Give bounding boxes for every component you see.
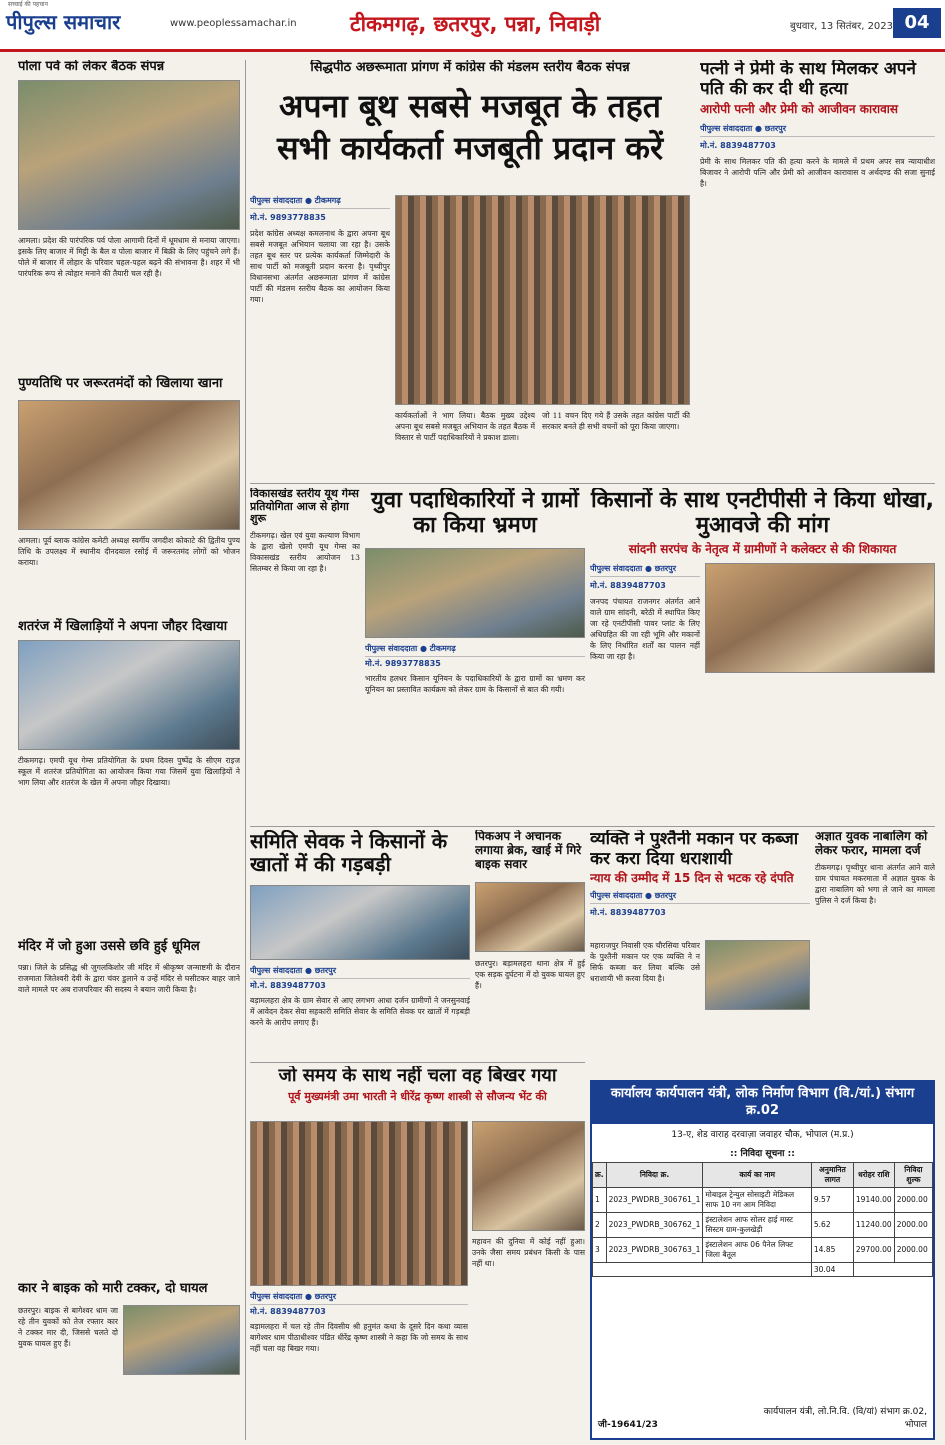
cell: 9.57 bbox=[811, 1187, 853, 1212]
murder-story bbox=[700, 60, 935, 480]
youth-officials-byline: पीपुल्स संवाददाता ● टीकमगढ़ bbox=[365, 643, 585, 657]
youth-games-kicker: विकासखंड स्तरीय यूथ गेम्स प्रतियोगिता आज से होगा शुरू bbox=[250, 488, 359, 526]
uma-body-2: महावन की दुनिया में कोई नहीं हुआ। उनके जैसा समय प्रबंधन किसी के पास नहीं था। bbox=[472, 1237, 585, 1268]
house-byline: पीपुल्स संवाददाता ● छतरपुर bbox=[590, 890, 810, 904]
tender-title: कार्यालय कार्यपालन यंत्री, लोक निर्माण विभाग (वि./यां.) संभाग क्र.02 bbox=[592, 1082, 933, 1124]
photo-ntpc-villagers bbox=[705, 563, 935, 673]
body-car-accident: छतरपुर। बाइक से बागेश्वर धाम जा रहे तीन युवकों को तेज रफ्तार कार ने टक्कर मार दी, जिससे चलते दो युवक घायल हुए हैं। bbox=[18, 1306, 118, 1348]
ntpc-mobile: मो.नं. 8839487703 bbox=[590, 581, 666, 590]
lead-body-3: जो 11 वचन दिए गये हैं उसके तहत कांग्रेस पार्टी की सरकार बनते ही सभी वचनों को पूरा किया जाएगा। bbox=[542, 411, 690, 431]
section-divider bbox=[250, 483, 935, 484]
samiti-story bbox=[250, 830, 470, 1060]
murder-byline: पीपुल्स संवाददाता ● छतरपुर bbox=[700, 123, 935, 137]
col-deposit: धरोहर राशि bbox=[853, 1162, 894, 1187]
cell: 2023_PWDRB_306762_1 bbox=[606, 1212, 703, 1237]
col-cost: अनुमानित लागत bbox=[811, 1162, 853, 1187]
headline-chess: शतरंज में खिलाड़ियों ने अपना जौहर दिखाया bbox=[18, 619, 228, 634]
photo-katha-crowd bbox=[250, 1121, 468, 1286]
photo-pola-meeting bbox=[18, 80, 240, 230]
samiti-headline: समिति सेवक ने किसानों के खातों में की गड़बड़ी bbox=[250, 830, 448, 876]
cell: 3 bbox=[593, 1237, 607, 1262]
cell: 2023_PWDRB_306761_1 bbox=[606, 1187, 703, 1212]
tender-signatory: कार्यपालन यंत्री, लो.नि.वि. (वि/यां) संभाग क्र.02, भोपाल bbox=[763, 1407, 927, 1430]
murder-headline: पत्नी ने प्रेमी के साथ मिलकर अपने पति की कर दी थी हत्या bbox=[700, 60, 916, 99]
house-story bbox=[590, 830, 810, 1075]
issue-date: बुधवार, 13 सितंबर, 2023 bbox=[790, 21, 894, 32]
newspaper-logo: सच्चाई की पहचान पीपुल्स समाचार bbox=[6, 1, 121, 34]
samiti-body: बड़ामलहरा क्षेत्र के ग्राम सेवार से आए लगभग आधा दर्जन ग्रामीणों ने जनसुनवाई में आवेदन देकर सेवा सहकारी समिति सेवार के समिति सेवक पर खातों में गड़बड़ी करने के आरोप लगाए हैं। bbox=[250, 996, 470, 1027]
lead-body-2: कार्यकर्ताओं ने भाग लिया। बैठक मुख्य उद्देश्य अपना बूथ सबसे मजबूत अभियान के तहत बैठक में विस्तार से पार्टी पदाधिकारियों ने प्रकाश डाला। bbox=[395, 411, 535, 442]
cell: 19140.00 bbox=[853, 1187, 894, 1212]
youth-officials-mobile: मो.नं. 9893778835 bbox=[365, 659, 441, 668]
house-subhead: न्याय की उम्मीद में 15 दिन से भटक रहे दंपति bbox=[590, 871, 794, 886]
cell: इंस्टालेशन आफ 06 पैनेल लिफ्ट जिला बैतूल bbox=[703, 1237, 811, 1262]
cell: 29700.00 bbox=[853, 1237, 894, 1262]
samiti-byline: पीपुल्स संवाददाता ● छतरपुर bbox=[250, 965, 470, 979]
ntpc-body: जनपद पंचायत राजनगर अंतर्गत आने वाले ग्राम सांदनी, बरेठी में स्थापित किए जा रहे एनटीपीसी पावर प्लांट के लिए अधिग्रहित की जा रही भूमि और मकानों के लिए निर्धारित शर्तों का पालन नहीं किया जा रहा है। bbox=[590, 597, 700, 661]
cell: 2000.00 bbox=[894, 1212, 932, 1237]
missing-headline: अज्ञात युवक नाबालिग को लेकर फरार, मामला दर्ज bbox=[815, 830, 928, 857]
website-url[interactable]: www.peoplessamachar.in bbox=[170, 18, 297, 29]
headline-punyatithi: पुण्यतिथि पर जरूरतमंदों को खिलाया खाना bbox=[18, 376, 223, 391]
youth-games-body: टीकमगढ़। खेल एवं युवा कल्याण विभाग के द्वारा खेलो एमपी यूथ गेम्स का विकासखंड स्तरीय आयोजन 13 सितम्बर से किया जा रहा है। bbox=[250, 530, 360, 573]
photo-chess bbox=[18, 640, 240, 750]
headline-mandir: मंदिर में जो हुआ उससे छवि हुई धूमिल bbox=[18, 939, 200, 954]
photo-car-accident bbox=[123, 1305, 240, 1375]
body-mandir: पन्ना। जिले के प्रसिद्ध श्री जुगलकिशोर जी मंदिर में श्रीकृष्ण जन्माष्टमी के दौरान राजमाता जितेश्वरी देवी के द्वारा चंवर डुलाने व उन्हें मंदिर से घसीटकर बाहर जाने वाले मामले पर अब राजपरिवार की सदस्य ने बयान जारी किया है। bbox=[18, 963, 240, 994]
headline-pola: पोला पर्व को लेकर बैठक संपन्न bbox=[18, 60, 165, 74]
headline-car-accident: कार ने बाइक को मारी टक्कर, दो घायल bbox=[18, 1281, 208, 1296]
photo-uma-bharti bbox=[472, 1121, 585, 1231]
tender-notice: :: निविदा सूचना :: bbox=[730, 1148, 795, 1159]
logo-tagline: सच्चाई की पहचान bbox=[8, 1, 48, 8]
column-divider bbox=[245, 60, 246, 1440]
lead-headline: अपना बूथ सबसे मजबूत के तहत सभी कार्यकर्ता मजबूती प्रदान करें bbox=[276, 87, 664, 167]
region-title: टीकमगढ़, छतरपुर, पन्ना, निवाड़ी bbox=[350, 12, 601, 36]
photo-youth-officials bbox=[365, 548, 585, 638]
tender-address: 13-ए, शेड वाराह दरवाज़ा जवाहर चौक, भोपाल (म.प्र.) bbox=[671, 1129, 854, 1140]
murder-mobile: मो.नं. 8839487703 bbox=[700, 141, 776, 151]
pickup-headline: पिकअप ने अचानक लगाया ब्रेक, खाई में गिरे बाइक सवार bbox=[475, 830, 582, 871]
cell: 11240.00 bbox=[853, 1212, 894, 1237]
page-number: 04 bbox=[893, 8, 941, 38]
cell: इंस्टालेशन आफ सोलर हाई मास्ट सिस्टम ग्राम-कुलखेड़ी bbox=[703, 1212, 811, 1237]
table-row bbox=[593, 1237, 933, 1262]
cell: 2000.00 bbox=[894, 1237, 932, 1262]
house-mobile: मो.नं. 8839487703 bbox=[590, 908, 666, 918]
ntpc-subhead: सांदनी सरपंच के नेतृत्व में ग्रामीणों ने कलेक्टर से की शिकायत bbox=[628, 541, 897, 556]
photo-congress-meeting bbox=[395, 195, 690, 405]
body-chess: टीकमगढ़। एमपी यूथ गेम्स प्रतियोगिता के प्रथम दिवस पुष्पेंद्र के सीएम राइज स्कूल में शतरंज प्रतियोगिता का आयोजन किया गया जिसमें युवा खिलाड़ियों ने भाग लिया और शतरंज के खेल में अपना जौहर दिखाया। bbox=[18, 756, 240, 787]
table-row-total bbox=[593, 1262, 933, 1276]
uma-body: बड़ामलहरा में चल रहे तीन दिवसीय श्री हनुमंत कथा के दूसरे दिन कथा व्यास बागेश्वर धाम पीठाधीश्वर पंडित धीरेंद्र कृष्ण शास्त्री ने कहा कि जो समय के साथ नहीं चला वह बिखर गया। bbox=[250, 1322, 468, 1353]
section-divider-2 bbox=[250, 826, 935, 827]
cell: 5.62 bbox=[811, 1212, 853, 1237]
table-row bbox=[593, 1187, 933, 1212]
lead-kicker: सिद्धपीठ अछरूमाता प्रांगण में कांग्रेस की मंडलम स्तरीय बैठक संपन्न bbox=[310, 60, 630, 75]
uma-subhead: पूर्व मुख्यमंत्री उमा भारती ने धीरेंद्र कृष्ण शास्त्री से सौजन्य भेंट की bbox=[288, 1089, 547, 1103]
uma-mobile: मो.नं. 8839487703 bbox=[250, 1307, 326, 1316]
cell: 1 bbox=[593, 1187, 607, 1212]
photo-samiti bbox=[250, 885, 470, 960]
uma-bharti-story bbox=[250, 1066, 585, 1441]
tender-total: 30.04 bbox=[811, 1262, 853, 1276]
table-row bbox=[593, 1212, 933, 1237]
youth-officials-body: भारतीय हलधर किसान यूनियन के पदाधिकारियों के द्वारा ग्रामों का भ्रमण कर यूनियन का प्रस्तावित कार्यक्रम को लेकर ग्राम के किसानों से बात की गयी। bbox=[365, 674, 585, 694]
col-sno: क्र. bbox=[593, 1162, 607, 1187]
body-punyatithi: आमला। पूर्व ब्लाक कांग्रेस कमेटी अध्यक्ष स्वर्गीय जगदीश कोकाटे की द्वितीय पुण्य तिथि के उपलक्ष्य में स्थानीय दीनदयाल रसोई में जरूरतमंद लोगों को भोजन कराया। bbox=[18, 536, 240, 567]
house-headline: व्यक्ति ने पुश्तैनी मकान पर कब्जा कर करा दिया धराशायी bbox=[590, 830, 799, 869]
left-column bbox=[18, 60, 240, 1440]
photo-punyatithi bbox=[18, 400, 240, 530]
ntpc-story bbox=[590, 488, 935, 823]
lead-mobile: मो.नं. 9893778835 bbox=[250, 213, 326, 222]
lead-story bbox=[250, 60, 690, 480]
youth-officials-headline: युवा पदाधिकारियों ने ग्रामों का किया भ्रमण bbox=[371, 488, 579, 539]
youth-games-story bbox=[250, 488, 360, 823]
col-work-name: कार्य का नाम bbox=[703, 1162, 811, 1187]
missing-body: टीकमगढ़। पृथ्वीपुर थाना अंतर्गत आने वाले ग्राम पंचायत मकरमाता में अज्ञात युवक के द्वारा नाबालिग को भगा ले जाने का मामला पुलिस ने दर्ज किया है। bbox=[815, 862, 935, 905]
youth-officials-story bbox=[365, 488, 585, 823]
photo-house bbox=[705, 940, 810, 1010]
pickup-body: छतरपुर। बड़ामलहरा थाना क्षेत्र में हुई एक सड़क दुर्घटना में दो युवक घायल हुए हैं। bbox=[475, 959, 585, 990]
photo-injured bbox=[475, 882, 585, 952]
tender-advertisement bbox=[590, 1080, 935, 1440]
ntpc-byline: पीपुल्स संवाददाता ● छतरपुर bbox=[590, 563, 700, 577]
cell: मोबाइल ट्रेन्युल सोसाइटी मेडिकल साफ 10 नग आम निविदा bbox=[703, 1187, 811, 1212]
col-tender-no: निविदा क्र. bbox=[606, 1162, 703, 1187]
uma-headline: जो समय के साथ नहीं चला वह बिखर गया bbox=[278, 1066, 557, 1086]
samiti-mobile: मो.नं. 8839487703 bbox=[250, 981, 326, 990]
body-pola: आमला। प्रदेश की पारंपरिक पर्व पोला आगामी दिनों में धूमधाम से मनाया जाएगा। इसके लिए बाजार में मिट्टी के बैल व पोला बाजार में बिक्री के लिए पहुंचने लगे हैं। पोले में बाजार में लोहार के परिवार चहल-पहल बढ़ने की संभावना है। शहर में भी पारंपरिक रूप से त्योहार मनाने की तैयारी चल रही है। bbox=[18, 236, 240, 278]
ntpc-headline: किसानों के साथ एनटीपीसी ने किया धोखा, मुआवजे की मांग bbox=[590, 488, 935, 539]
section-divider-3 bbox=[250, 1062, 585, 1063]
murder-subhead: आरोपी पत्नी और प्रेमी को आजीवन कारावास bbox=[700, 102, 898, 117]
tender-footer: जी-19641/23 bbox=[598, 1420, 658, 1430]
pickup-story bbox=[475, 830, 585, 1060]
uma-byline: पीपुल्स संवाददाता ● छतरपुर bbox=[250, 1291, 468, 1305]
tender-table bbox=[592, 1162, 933, 1277]
lead-body: प्रदेश कांग्रेस अध्यक्ष कमलनाथ के द्वारा अपना बूथ सबसे मजबूत अभियान चलाया जा रहा है। उसके तहत बूथ स्तर पर प्रत्येक कार्यकर्ता जिम्मेदारी के साथ पार्टी को मजबूती प्रदान करना है। पृथ्वीपुर विधानसभा अंतर्गत अछरूमाता प्रांगण में कांग्रेस पार्टी की मंडलम स्तरीय बैठक का आयोजन किया गया। bbox=[250, 229, 390, 304]
cell: 14.85 bbox=[811, 1237, 853, 1262]
masthead bbox=[0, 0, 945, 52]
lead-byline: पीपुल्स संवाददाता ● टीकमगढ़ bbox=[250, 195, 390, 209]
missing-girl-story bbox=[815, 830, 935, 1075]
murder-body: प्रेमी के साथ मिलकर पति की हत्या करने के मामले में प्रथम अपर सत्र न्यायाधीश बिजावर ने आरोपी पत्नि और प्रेमी को आजीवन कारावास व अर्थदण्ड की सजा सुनाई है। bbox=[700, 157, 935, 189]
house-body: महाराजपुर निवासी एक चौरसिया परिवार के पुश्तैनी मकान पर एक व्यक्ति ने न सिर्फ कब्जा कर लिया बल्कि उसे धराशायी भी करवा दिया है। bbox=[590, 941, 700, 983]
col-fee: निविदा शुल्क bbox=[894, 1162, 932, 1187]
cell: 2000.00 bbox=[894, 1187, 932, 1212]
cell: 2023_PWDRB_306763_1 bbox=[606, 1237, 703, 1262]
cell: 2 bbox=[593, 1212, 607, 1237]
